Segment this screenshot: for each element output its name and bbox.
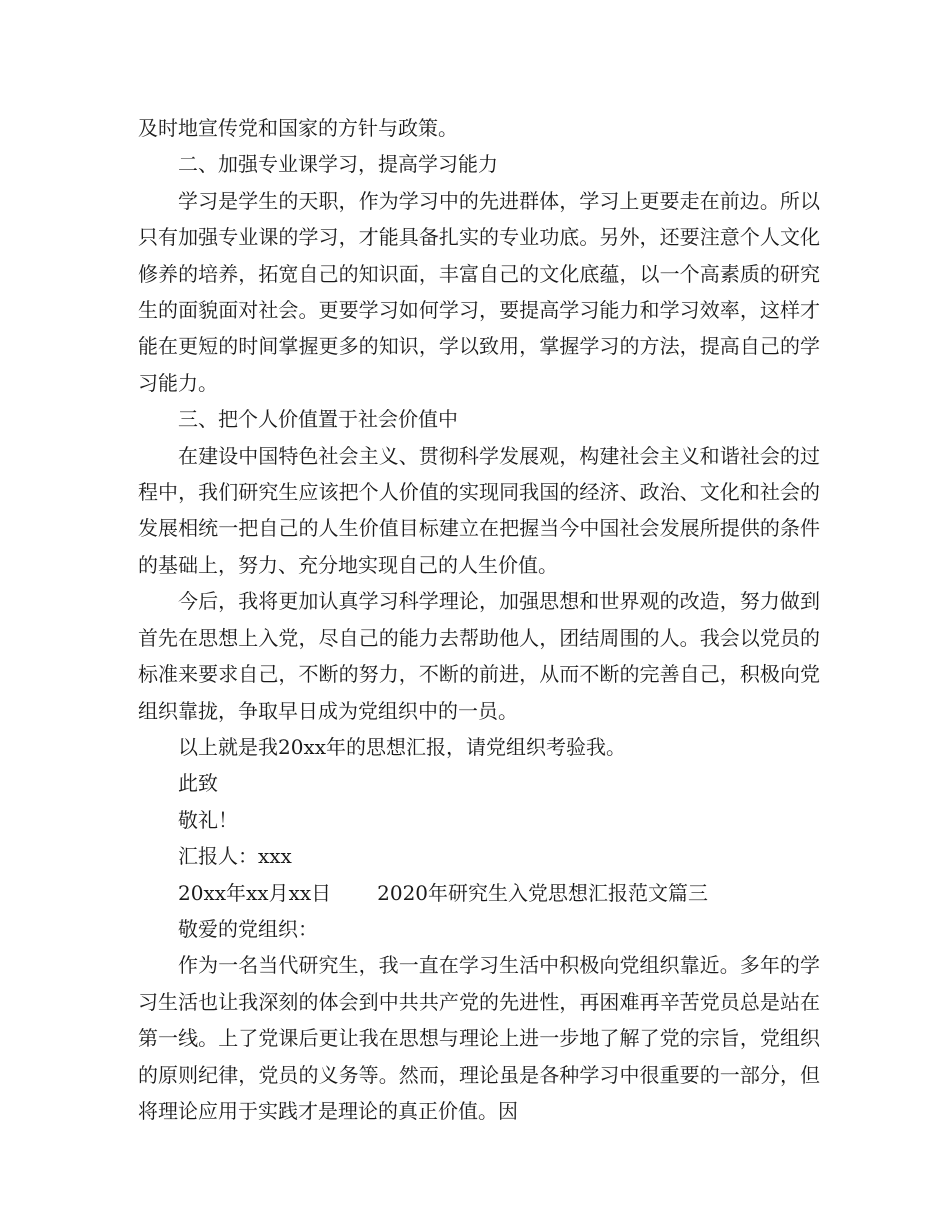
date-title-line	[138, 875, 820, 911]
paragraph-study: 学习是学生的天职，作为学习中的先进群体，学习上更要走在前边。所以只有加强专业课的学习，才能具备扎实的专业功底。另外，还要注意个人文化修养的培养，拓宽自己的知识面，丰富自己的文化底蕴，以一个高素质的研究生的面貌面对社会。更要学习如何学习，要提高学习能力和学习效率，这样才能在更短的时间掌握更多的知识，学以致用，掌握学习的方法，提高自己的学习能力。	[138, 188, 820, 395]
section-heading-2: 二、加强专业课学习，提高学习能力	[178, 152, 498, 177]
date-line: 20xx年xx月xx日	[178, 880, 332, 905]
section-heading-3: 三、把个人价值置于社会价值中	[178, 407, 458, 432]
next-article-title: 2020年研究生入党思想汇报范文篇三	[377, 880, 709, 905]
reporter-line: 汇报人：xxx	[178, 844, 292, 869]
document-page	[138, 110, 820, 1129]
closing-jingli: 敬礼！	[178, 807, 238, 832]
salutation: 敬爱的党组织：	[178, 916, 318, 941]
paragraph-continuation: 及时地宣传党和国家的方针与政策。	[138, 116, 458, 140]
paragraph-closing: 以上就是我20xx年的思想汇报，请党组织考验我。	[178, 734, 627, 759]
closing-cizhi: 此致	[178, 771, 218, 796]
paragraph-future: 今后，我将更加认真学习科学理论，加强思想和世界观的改造，努力做到首先在思想上入党，尽自己的能力去帮助他人，团结周围的人。我会以党员的标准来要求自己，不断的努力，不断的前进，从而不断的完善自己，积极向党组织靠拢，争取早日成为党组织中的一员。	[138, 589, 820, 723]
paragraph-value: 在建设中国特色社会主义、贯彻科学发展观，构建社会主义和谐社会的过程中，我们研究生应该把个人价值的实现同我国的经济、政治、文化和社会的发展相统一把自己的人生价值目标建立在把握当今中国社会发展所提供的条件的基础上，努力、充分地实现自己的人生价值。	[138, 443, 820, 577]
paragraph-intro-next: 作为一名当代研究生，我一直在学习生活中积极向党组织靠近。多年的学习生活也让我深刻的体会到中共共产党的先进性，再困难再辛苦党员总是站在第一线。上了党课后更让我在思想与理论上进一步地了解了党的宗旨，党组织的原则纪律，党员的义务等。然而，理论虽是各种学习中很重要的一部分，但将理论应用于实践才是理论的真正价值。因	[138, 953, 820, 1123]
